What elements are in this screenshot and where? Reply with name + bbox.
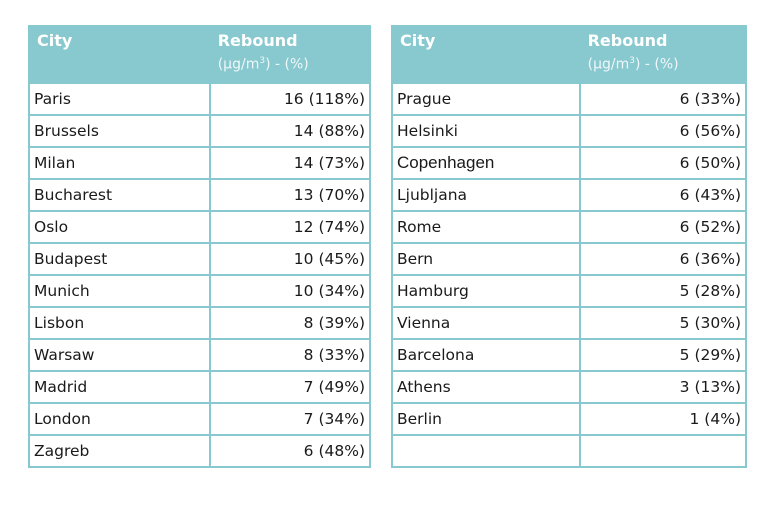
city-cell xyxy=(392,435,580,467)
city-cell: Copenhagen xyxy=(392,147,580,179)
rebound-cell: 12 (74%) xyxy=(210,211,370,243)
rebound-unit-label xyxy=(218,51,363,75)
rebound-cell: 5 (30%) xyxy=(580,307,746,339)
rebound-unit-label xyxy=(588,51,739,75)
city-header-label: City xyxy=(400,31,436,50)
table-row xyxy=(392,371,746,403)
table-row xyxy=(392,211,746,243)
city-cell: Madrid xyxy=(29,371,210,403)
rebound-header-label: Rebound xyxy=(217,31,298,50)
city-cell: Prague xyxy=(392,83,580,115)
table-row xyxy=(392,275,746,307)
table-row xyxy=(29,83,370,115)
rebound-cell xyxy=(580,435,746,467)
rebound-cell: 6 (33%) xyxy=(580,83,746,115)
rebound-cell: 10 (34%) xyxy=(210,275,370,307)
rebound-header-label: Rebound xyxy=(587,31,668,50)
rebound-cell: 6 (48%) xyxy=(210,435,370,467)
rebound-cell: 8 (39%) xyxy=(210,307,370,339)
table-row xyxy=(392,147,746,179)
table-row xyxy=(29,275,370,307)
city-cell: Munich xyxy=(29,275,210,307)
table-row xyxy=(392,115,746,147)
city-cell: Helsinki xyxy=(392,115,580,147)
rebound-cell: 7 (34%) xyxy=(210,403,370,435)
table-row xyxy=(29,403,370,435)
rebound-cell: 14 (88%) xyxy=(210,115,370,147)
rebound-cell: 5 (28%) xyxy=(580,275,746,307)
rebound-cell: 6 (56%) xyxy=(580,115,746,147)
rebound-cell: 14 (73%) xyxy=(210,147,370,179)
unit-exponent: 3 xyxy=(629,56,635,66)
rebound-column-header xyxy=(580,26,746,83)
rebound-cell: 6 (36%) xyxy=(580,243,746,275)
city-cell: Brussels xyxy=(29,115,210,147)
rebound-table-left xyxy=(28,25,371,468)
rebound-table-right xyxy=(391,25,747,468)
table-row xyxy=(392,403,746,435)
city-cell: Paris xyxy=(29,83,210,115)
rebound-cell: 8 (33%) xyxy=(210,339,370,371)
table-header-row xyxy=(392,26,746,83)
city-cell: London xyxy=(29,403,210,435)
table-header-row xyxy=(29,26,370,83)
table-row xyxy=(392,339,746,371)
city-cell: Rome xyxy=(392,211,580,243)
unit-suffix: ) - (%) xyxy=(265,56,309,73)
rebound-cell: 3 (13%) xyxy=(580,371,746,403)
rebound-cell: 6 (52%) xyxy=(580,211,746,243)
city-cell: Milan xyxy=(29,147,210,179)
table-row xyxy=(29,371,370,403)
table-row xyxy=(29,147,370,179)
table-row xyxy=(29,179,370,211)
table-row xyxy=(29,243,370,275)
table-row xyxy=(392,243,746,275)
rebound-cell: 10 (45%) xyxy=(210,243,370,275)
table-row xyxy=(392,179,746,211)
city-cell: Bucharest xyxy=(29,179,210,211)
city-cell: Bern xyxy=(392,243,580,275)
rebound-cell: 6 (43%) xyxy=(580,179,746,211)
rebound-cell: 7 (49%) xyxy=(210,371,370,403)
table-row xyxy=(392,307,746,339)
table-row xyxy=(29,307,370,339)
unit-suffix: ) - (%) xyxy=(634,56,679,73)
city-cell: Ljubljana xyxy=(392,179,580,211)
city-column-header xyxy=(392,26,580,83)
unit-prefix: (µg/m xyxy=(217,56,260,73)
rebound-column-header xyxy=(210,26,370,83)
table-row xyxy=(392,435,746,467)
city-cell: Zagreb xyxy=(29,435,210,467)
table-row xyxy=(29,211,370,243)
table-row xyxy=(29,435,370,467)
city-cell: Berlin xyxy=(392,403,580,435)
table-row xyxy=(29,115,370,147)
city-cell: Hamburg xyxy=(392,275,580,307)
city-cell: Budapest xyxy=(29,243,210,275)
city-column-header xyxy=(29,26,210,83)
unit-prefix: (µg/m xyxy=(587,56,630,73)
rebound-cell: 5 (29%) xyxy=(580,339,746,371)
city-cell: Oslo xyxy=(29,211,210,243)
rebound-cell: 16 (118%) xyxy=(210,83,370,115)
city-cell: Lisbon xyxy=(29,307,210,339)
rebound-cell: 6 (50%) xyxy=(580,147,746,179)
city-cell: Athens xyxy=(392,371,580,403)
unit-exponent: 3 xyxy=(259,56,266,66)
city-cell: Vienna xyxy=(392,307,580,339)
city-header-label: City xyxy=(37,31,73,50)
rebound-cell: 1 (4%) xyxy=(580,403,746,435)
table-row xyxy=(29,339,370,371)
rebound-cell: 13 (70%) xyxy=(210,179,370,211)
city-cell: Warsaw xyxy=(29,339,210,371)
city-cell: Barcelona xyxy=(392,339,580,371)
table-row xyxy=(392,83,746,115)
